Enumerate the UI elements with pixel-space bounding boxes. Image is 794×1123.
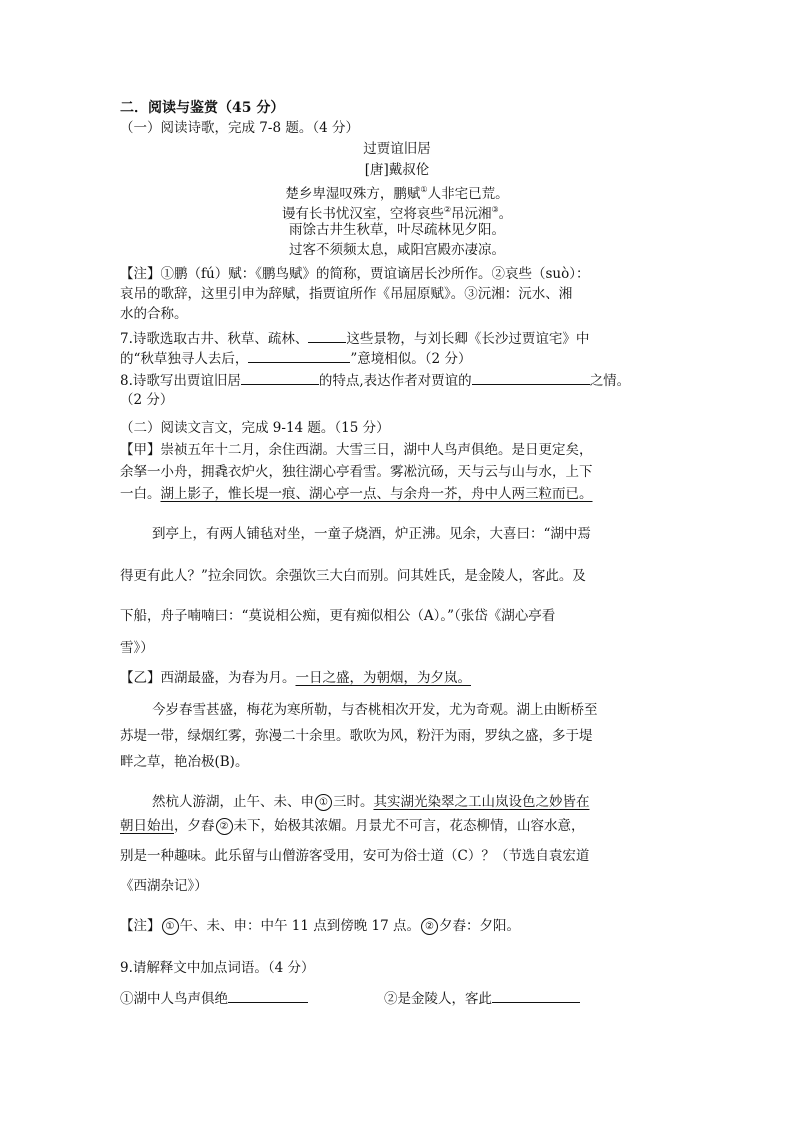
jia-paragraph-line: 【甲】崇祯五年十二月，余住西湖。大雪三日，湖中人鸟声俱绝。是日更定矣，	[120, 442, 593, 458]
question-9: 9.请解释文中加点词语。（4 分）	[120, 960, 315, 976]
poem-note-line: 水的合称。	[120, 306, 188, 322]
answer-blank[interactable]	[308, 328, 346, 343]
yi-paragraph-3-line: 朝日始出，夕舂 ② 未下，始极其浓媚。月景尤不可言，花态柳情，山容水意，	[120, 818, 585, 834]
note-marker-1: ①	[162, 918, 179, 935]
poem-line-2: 谩有长书忧汉室，空将哀些②吊沅湘③。	[281, 205, 513, 222]
jia-paragraph-2-line: 得更有此人？”拉余同饮。余强饮三大白而别。问其姓氏，是金陵人，客此。及	[120, 568, 586, 584]
poem-line-1: 楚乡卑湿叹殊方，鹏赋①人非宅已荒。	[285, 185, 509, 202]
yi-paragraph-line: 【乙】西湖最盛，为春为月。一日之盛，为朝烟，为夕岚。	[120, 670, 471, 686]
poem-author: [唐]戴叔伦	[364, 162, 430, 178]
note-marker-2: ②	[421, 918, 438, 935]
answer-blank[interactable]	[472, 370, 590, 385]
underlined-sentence: 一日之盛，为朝烟，为夕岚。	[295, 670, 471, 686]
note-marker-2: ②	[443, 205, 451, 214]
answer-blank[interactable]	[492, 988, 580, 1003]
jia-paragraph-2-line: 雪》）	[120, 640, 154, 656]
section-title: 二．阅读与鉴赏（45 分）	[120, 100, 285, 116]
poem-line-4: 过客不须频太息，咸阳宫殿亦凄凉。	[289, 242, 505, 258]
question-8: 8.诗歌写出贾谊旧居 的特点,表达作者对贾谊的 之情。	[120, 370, 630, 391]
jia-paragraph-2-line: 到亭上，有两人铺毡对坐，一童子烧酒，炉正沸。见余，大喜曰：“湖中焉	[152, 526, 591, 542]
poem-note-line: 哀吊的歌辞，这里引申为辞赋，指贾谊所作《吊屈原赋》。③沅湘：沅水、湘	[120, 286, 573, 302]
yi-paragraph-3-line: 然杭人游湖，止午、未、申 ① 三时。其实湖光染翠之工山岚设色之妙皆在	[152, 794, 590, 810]
question-9-item-1: ①湖中人鸟声俱绝	[120, 988, 308, 1009]
poem-line-3: 雨馀古井生秋草，叶尽疏林见夕阳。	[289, 222, 505, 238]
yi-paragraph-2-line: 苏堤一带，绿烟红雾，弥漫二十余里。歌吹为风，粉汗为雨，罗纨之盛，多于堤	[120, 728, 593, 744]
underlined-sentence: 朝日始出	[120, 818, 174, 834]
question-7: 7.诗歌选取古井、秋草、疏林、 这些景物，与刘长卿《长沙过贾谊宅》中	[120, 328, 589, 349]
poem-title: 过贾谊旧居	[363, 141, 431, 157]
part2-heading: （二）阅读文言文，完成 9-14 题。（15 分）	[120, 420, 390, 436]
jia-paragraph-2-line: 下船，舟子喃喃曰：“莫说相公痴，更有痴似相公（A）。”（张岱《湖心亭看	[120, 608, 556, 624]
question-7-cont: 的“秋草独寻人去后， ”意境相似。（2 分）	[120, 348, 471, 369]
underlined-sentence: 其实湖光染翠之工山岚设色之妙皆在	[373, 794, 590, 810]
yi-paragraph-3-line: 别是一种趣味。此乐留与山僧游客受用，安可为俗士道（C）？（节选自袁宏道	[120, 848, 590, 864]
answer-blank[interactable]	[241, 370, 319, 385]
yi-paragraph-3-line: 《西湖杂记》）	[120, 878, 208, 894]
answer-blank[interactable]	[228, 988, 308, 1003]
note-marker-1: ①	[420, 185, 428, 194]
yi-note: 【注】 ① 午、未、申：中午 11 点到傍晚 17 点。 ② 夕舂：夕阳。	[120, 918, 521, 934]
answer-blank[interactable]	[248, 348, 350, 363]
question-9-item-2: ②是金陵人，客此	[384, 988, 580, 1009]
question-8-score: （2 分）	[120, 392, 174, 408]
yi-paragraph-2-line: 畔之草，艳冶极(B)。	[120, 754, 249, 770]
yi-paragraph-2-line: 今岁春雪甚盛，梅花为寒所勒，与杏桃相次开发，尤为奇观。湖上由断桥至	[152, 702, 598, 718]
jia-paragraph-line: 余拏一小舟，拥毳衣炉火，独往湖心亭看雪。雾凇沆砀，天与云与山与水，上下	[120, 464, 593, 480]
note-marker-1: ①	[315, 794, 332, 811]
poem-note-line: 【注】①鹏（fú）赋：《鹏鸟赋》的简称，贾谊谪居长沙所作。②哀些（suò）：	[120, 266, 590, 282]
note-marker-2: ②	[216, 818, 233, 835]
underlined-sentence: 湖上影子，惟长堤一痕、湖心亭一点、与余舟一芥，舟中人两三粒而已。	[160, 486, 593, 502]
jia-paragraph-line: 一白。湖上影子，惟长堤一痕、湖心亭一点、与余舟一芥，舟中人两三粒而已。	[120, 486, 593, 502]
note-marker-3: ③	[491, 205, 499, 214]
part1-heading: （一）阅读诗歌，完成 7-8 题。（4 分）	[120, 120, 359, 136]
